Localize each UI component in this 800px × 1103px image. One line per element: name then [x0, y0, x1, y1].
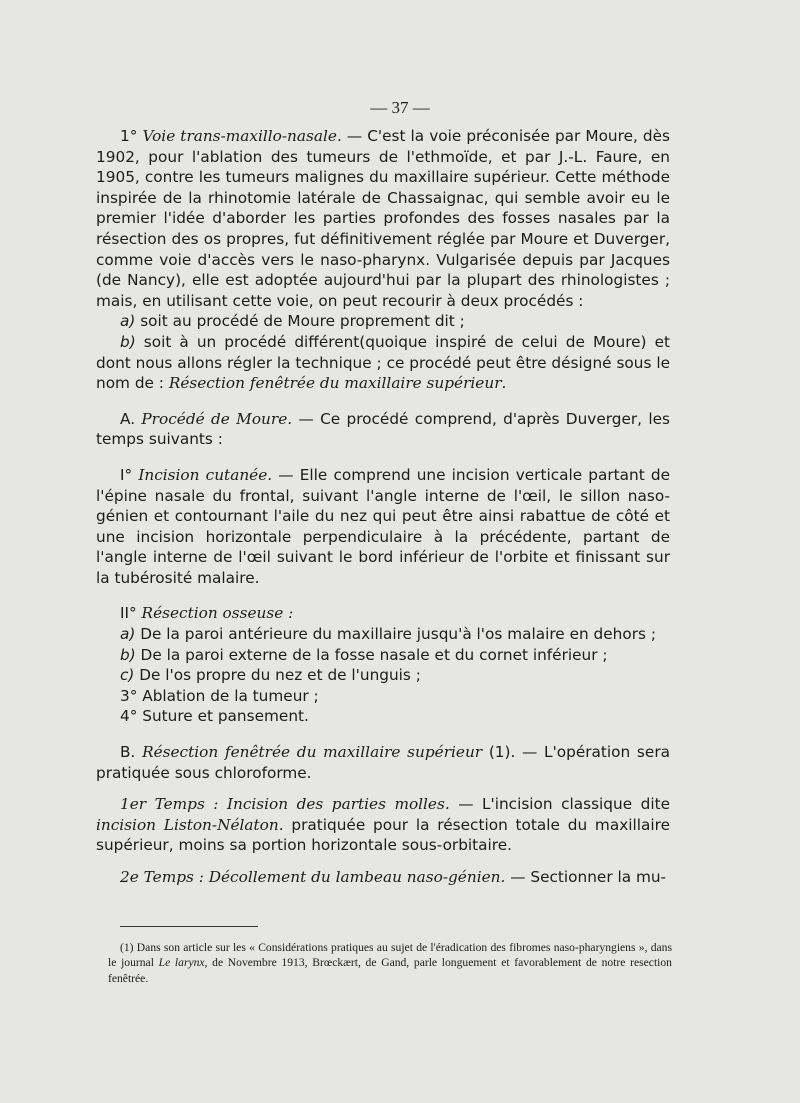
section-title: Résection fenêtrée du maxillaire supérieur — [142, 743, 483, 762]
item-text: soit à un procédé différent(quoique inspiré de celui de Moure) et dont nous allons régler la technique ; ce procédé peut être désigné sous le nom de : — [96, 332, 670, 393]
journal-name: Le larynx — [158, 956, 205, 970]
paragraph-text: (1). — L'opération sera pratiquée sous chloroforme. — [96, 743, 670, 782]
paragraph-voie — [96, 126, 670, 311]
paragraph-text: — Elle comprend une incision verticale partant de l'épine nasale du frontal, suivant l'angle interne de l'œil, le sillon naso-génien et contournant l'aile du nez qui peut être ainsi rabattue de côté et une incision horizontale perpendiculaire à la précédente, partant de l'angle interne de l'œil suivant le bord inférieur de l'orbite et finissant sur la tubérosité malaire. — [96, 465, 670, 587]
item-mark: a) — [120, 312, 136, 331]
step-1: I° Incision cutanée. — Elle comprend une incision verticale partant de l'épine nasale du frontal, suivant l'angle interne de l'œil, le sillon naso-génien et contournant l'aile du nez qui peut être ainsi rabattue de côté et une incision horizontale perpendiculaire à la précédente, partant de l'angle interne de l'œil suivant le bord inférieur de l'orbite et finissant sur la tubérosité malaire. — [96, 465, 670, 587]
step-title: Résection osseuse : — [141, 604, 294, 623]
page-number: — 37 — — [370, 98, 430, 117]
paragraph-text: — C'est la voie préconisée par Moure, dès 1902, pour l'ablation des tumeurs de l'ethmoïde, et par J.-L. Faure, en 1905, contre les tumeurs malignes du maxillaire supérieur. Cette méthode inspirée de la rhinotomie latérale de Chassaignac, qui semble avoir eu le premier l'idée d'aborder les parties profondes des fosses nasales par la résection des os propres, fut définitivement réglée par Moure et Duverger, comme voie d'accès vers le naso-pharynx. Vulgarisée depuis par Jacques (de Nancy), elle est adoptée aujourd'hui par la plupart des rhinologistes ; mais, en utilisant cette voie, on peut recourir à deux procédés : — [96, 127, 670, 310]
item-text: soit au procédé de Moure proprement dit ; — [135, 312, 465, 331]
section-title: Procédé de Moure. — [141, 409, 293, 428]
list-item-b: b) soit à un procédé différent(quoique inspiré de celui de Moure) et dont nous allons régler la technique ; ce procédé peut être désigné sous le nom de : Résection fenêtrée du maxillaire supérieur. — [96, 332, 670, 393]
step-4: 4° Suture et pansement. — [120, 707, 309, 726]
list-item: a) De la paroi antérieure du maxillaire jusqu'à l'os malaire en dehors ; — [120, 625, 656, 644]
section-title: Voie trans-maxillo-nasale. — [142, 127, 342, 145]
temps-title: 2e Temps : Décollement du lambeau naso-génien. — [120, 868, 506, 886]
temps-title: 1er Temps : Incision des parties molles. — [120, 795, 450, 814]
list-item: b) De la paroi externe de la fosse nasale et du cornet inférieur ; — [120, 645, 608, 664]
body-text — [96, 126, 670, 888]
temps-2: 2e Temps : Décollement du lambeau naso-génien. — Sectionner la mu- — [120, 868, 667, 886]
list-item-a — [96, 311, 670, 332]
item-mark: b) — [120, 332, 136, 351]
section-b: B. Résection fenêtrée du maxillaire supérieur (1). — L'opération sera pratiquée sous chloroforme. — [96, 743, 670, 782]
paragraph-text: — Ce procédé comprend, d'après Duverger, les temps suivants : — [96, 409, 670, 449]
footnote: (1) Dans son article sur les « Considérations pratiques au sujet de l'éradication des fibromes naso-pharyngiens », dans le journal Le larynx, de Novembre 1913, Brœckært, de Gand, parle longuement et favorablement de notre resection fenêtrée. — [108, 941, 672, 985]
step-2: II° Résection osseuse : — [120, 604, 294, 623]
step-title: Incision cutanée. — [138, 465, 273, 484]
footnote-divider — [120, 926, 258, 927]
procedure-name: Résection fenêtrée du maxillaire supérieur — [168, 374, 502, 393]
temps-1: 1er Temps : Incision des parties molles. — L'incision classique dite incision Liston-Nélaton. pratiquée pour la résection totale du maxillaire supérieur, moins sa portion horizontale sous-orbitaire. — [96, 795, 670, 855]
section-number: 1° — [120, 127, 138, 145]
incision-term: incision Liston-Nélaton — [96, 815, 279, 834]
section-a: A. Procédé de Moure. — Ce procédé comprend, d'après Duverger, les temps suivants : — [96, 409, 670, 449]
step-3: 3° Ablation de la tumeur ; — [120, 686, 319, 705]
list-item: c) De l'os propre du nez et de l'unguis ; — [120, 666, 421, 685]
